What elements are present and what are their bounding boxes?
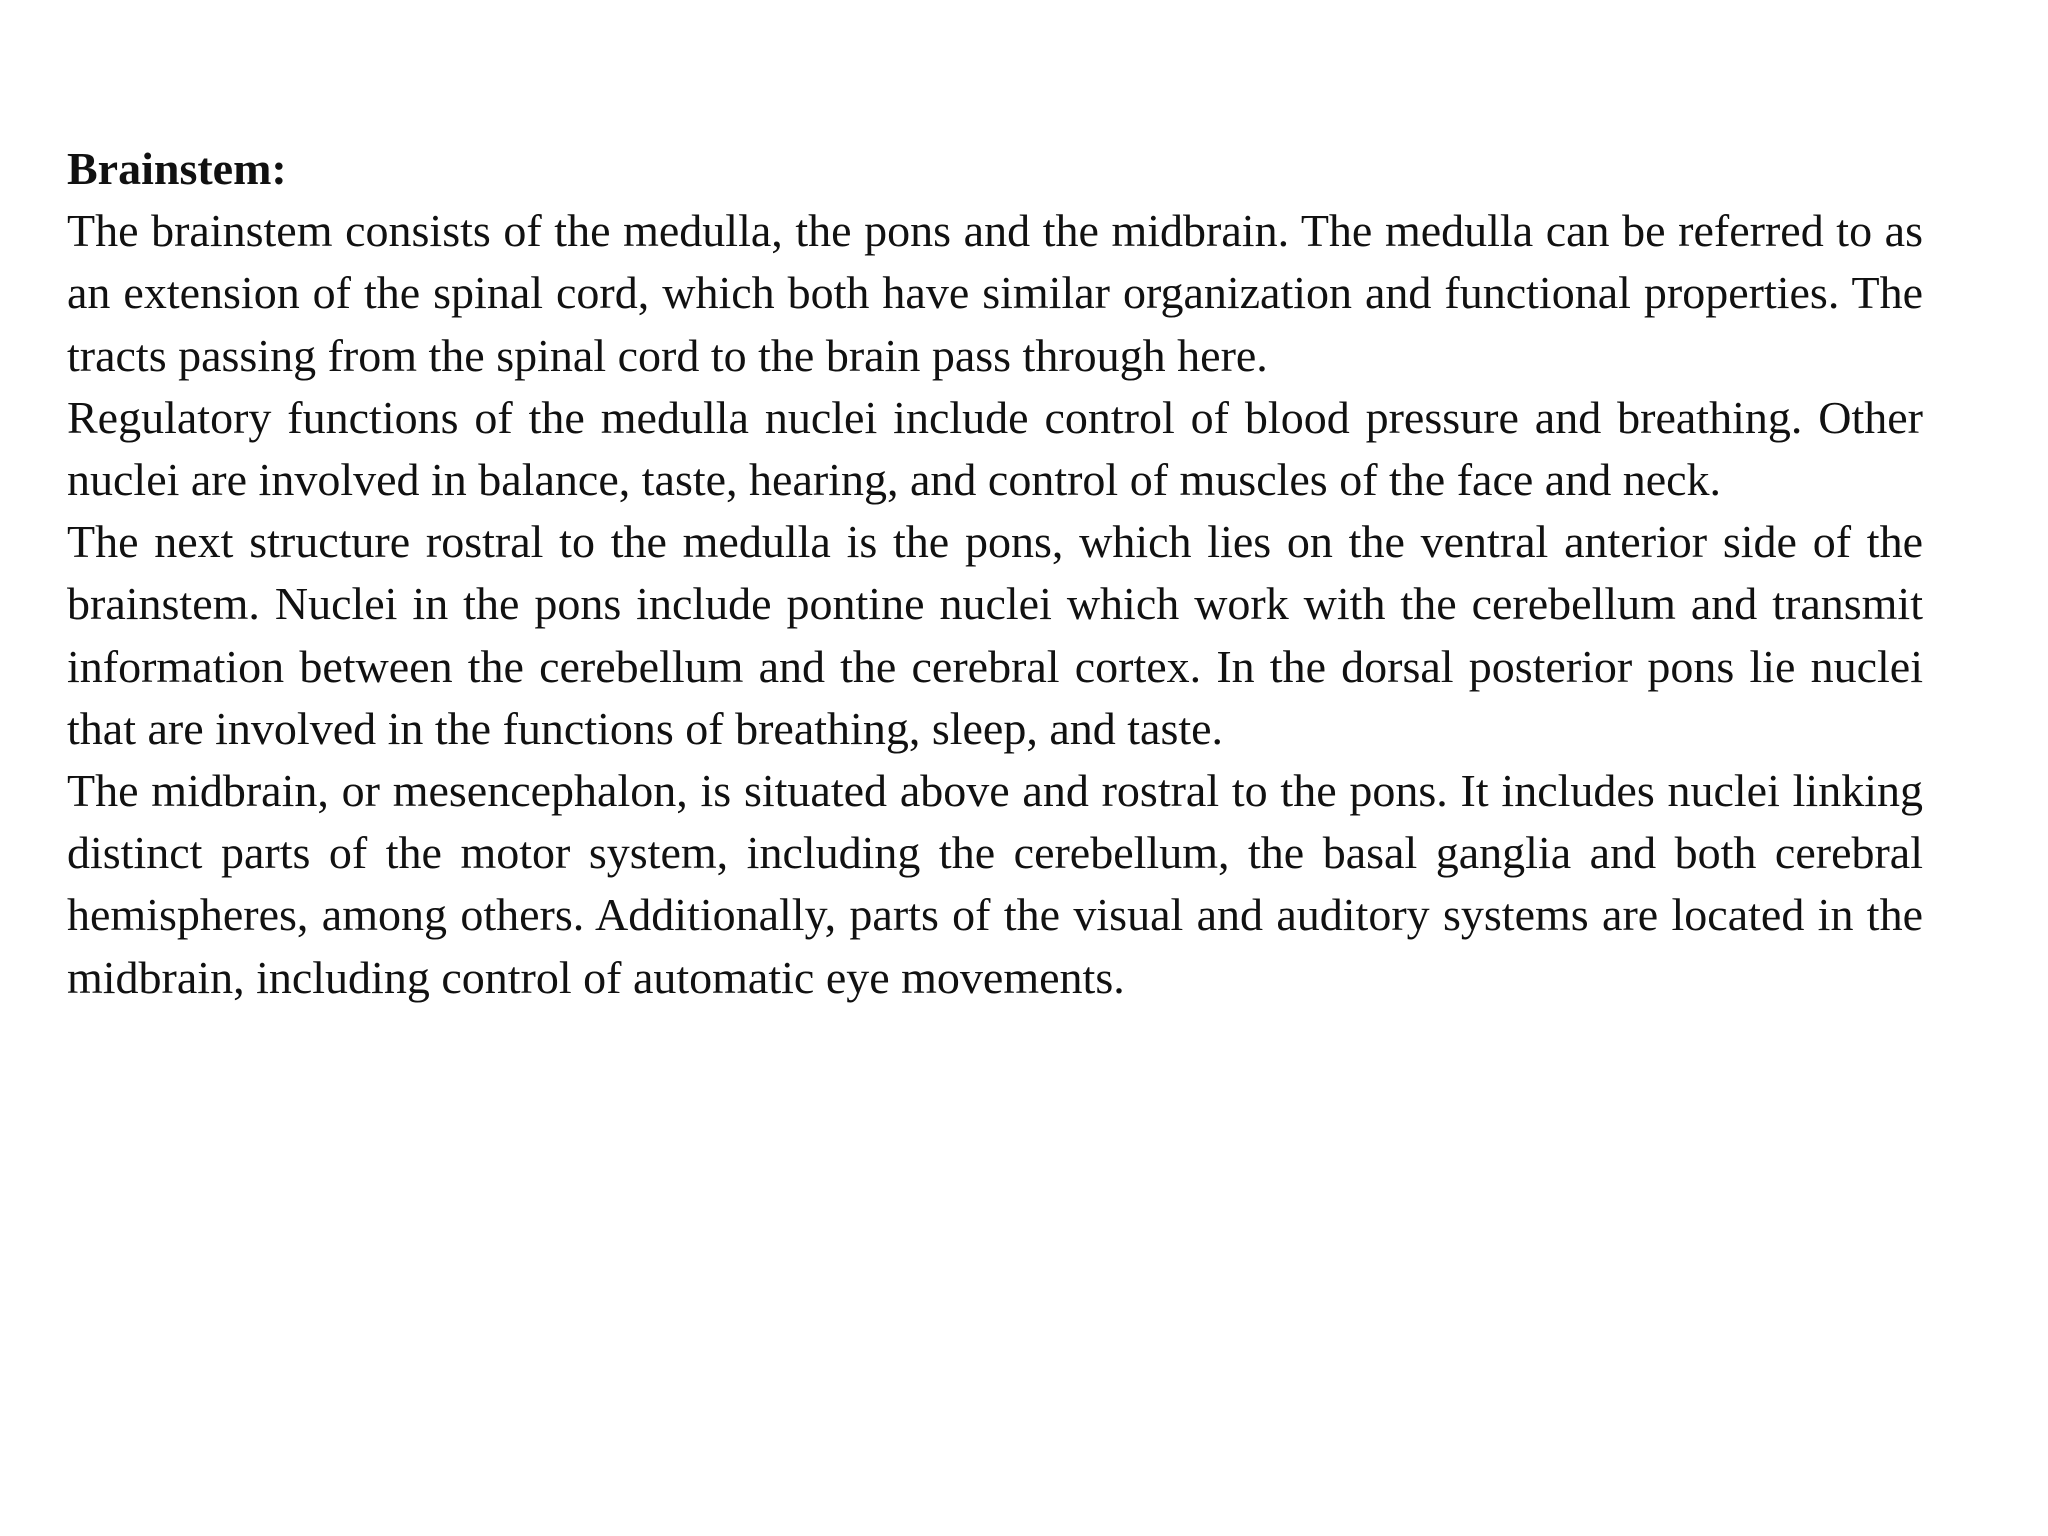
document-body: [67, 138, 1923, 1009]
paragraph-brainstem-overview: The brainstem consists of the medulla, the pons and the midbrain. The medulla can be referred to as an extension of the spinal cord, which both have similar organization and functional properties. The tracts passing from the spinal cord to the brain pass through here.: [67, 205, 1923, 381]
paragraph-medulla-functions: Regulatory functions of the medulla nuclei include control of blood pressure and breathing. Other nuclei are involved in balance, taste, hearing, and control of muscles of the face and neck.: [67, 391, 1923, 506]
section-heading: Brainstem:: [67, 143, 287, 194]
paragraph-pons: The next structure rostral to the medulla is the pons, which lies on the ventral anterior side of the brainstem. Nuclei in the pons include pontine nuclei which work with the cerebellum and transmit information between the cerebellum and the cerebral cortex. In the dorsal posterior pons lie nuclei that are involved in the functions of breathing, sleep, and taste.: [67, 516, 1923, 754]
paragraph-midbrain: The midbrain, or mesencephalon, is situated above and rostral to the pons. It includes nuclei linking distinct parts of the motor system, including the cerebellum, the basal ganglia and both cerebral hemispheres, among others. Additionally, parts of the visual and auditory systems are located in the midbrain, including control of automatic eye movements.: [67, 765, 1923, 1003]
